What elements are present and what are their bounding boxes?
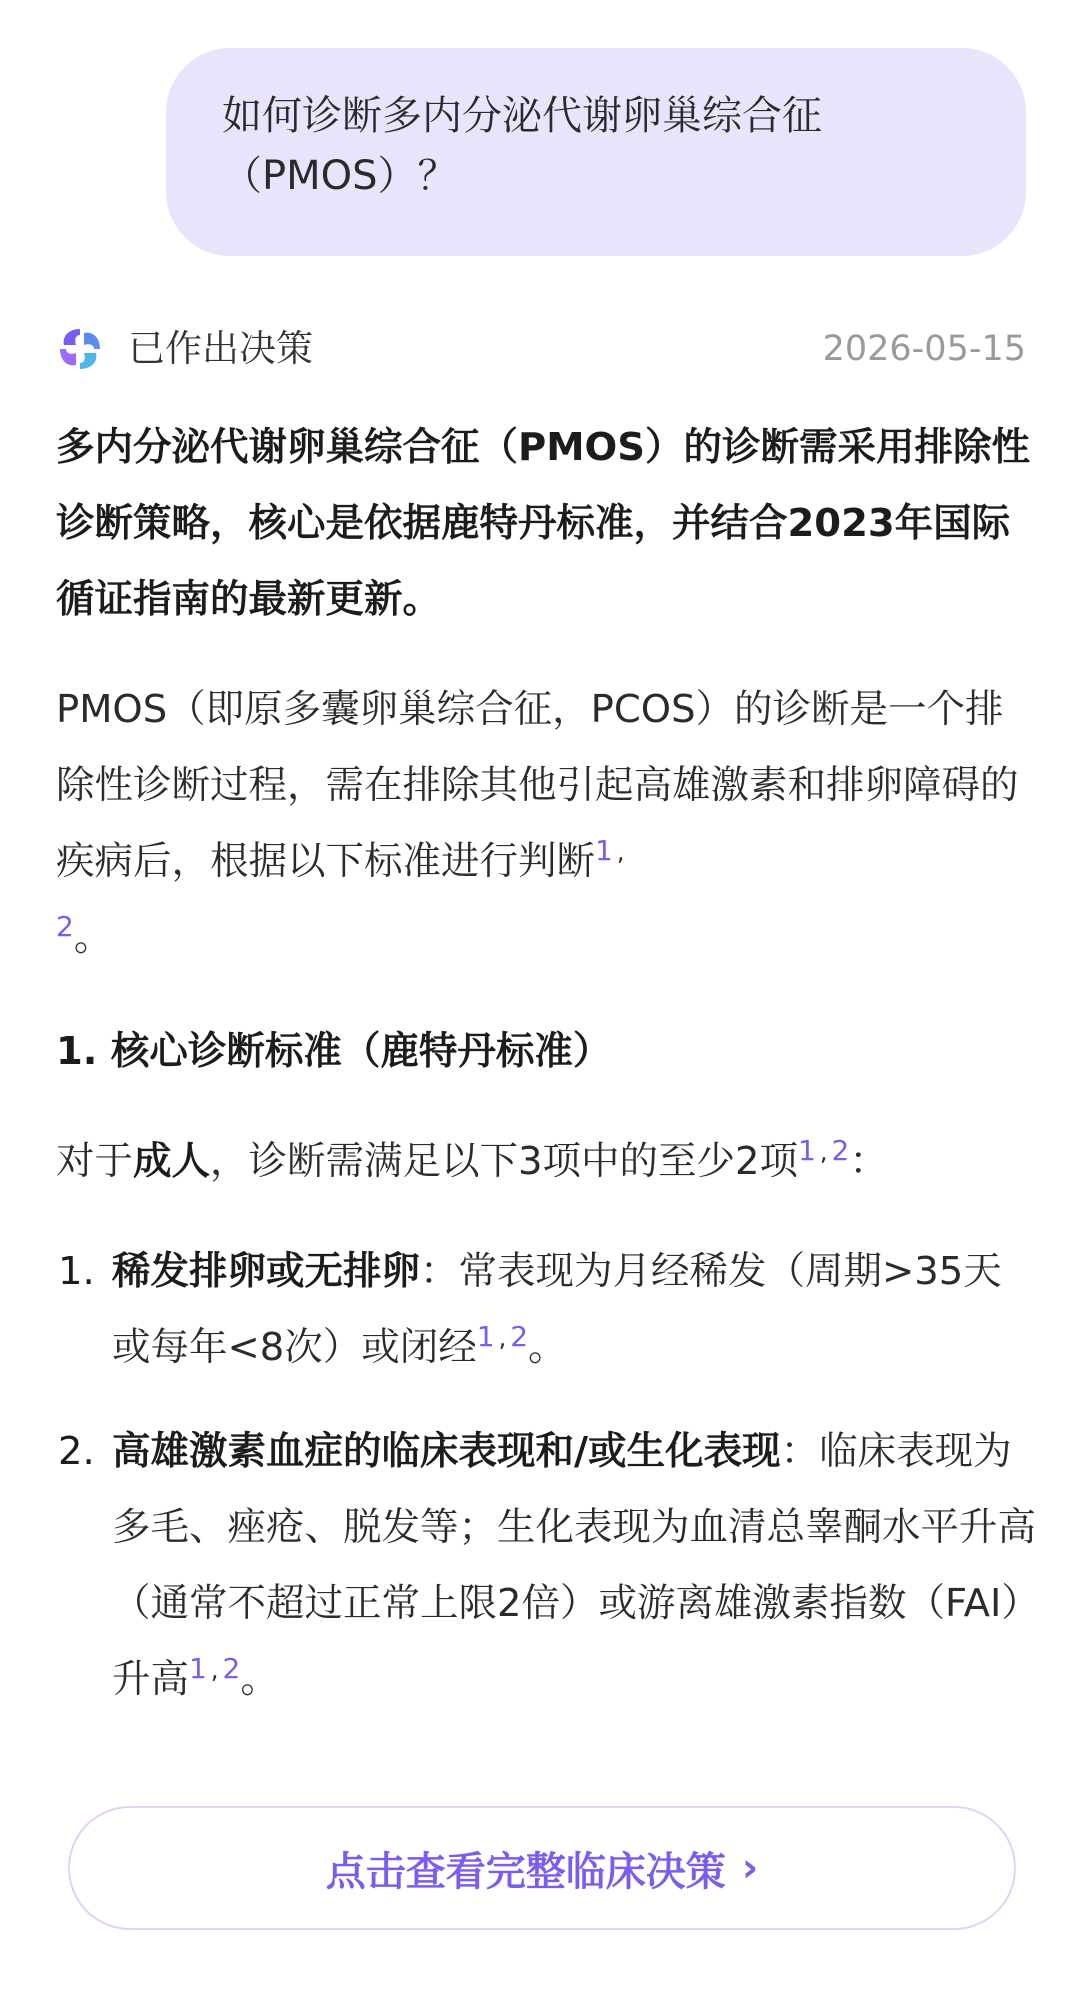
citation-link[interactable]: 2 (56, 910, 74, 944)
criteria-bold: 成人 (133, 1139, 211, 1184)
decision-status: 已作出决策 (128, 327, 313, 370)
citation-link[interactable]: 1 (476, 1320, 495, 1354)
citation-link[interactable]: 1 (189, 1652, 207, 1686)
chevron-right-icon: › (741, 1845, 759, 1891)
view-full-decision-button[interactable] (68, 1806, 1016, 1930)
user-message-line1: 如何诊断多内分泌代谢卵巢综合征 (222, 93, 822, 139)
list-item-body (112, 1414, 1036, 1718)
intro-text: PMOS（即原多囊卵巢综合征，PCOS）的诊断是一个排除性诊断过程，需在排除其他引起高雄激素和排卵障碍的疾病后，根据以下标准进行判断 (56, 687, 1019, 884)
criteria-intro (56, 1124, 1036, 1200)
answer-summary: 多内分泌代谢卵巢综合征（PMOS）的诊断需采用排除性诊断策略，核心是依据鹿特丹标准，并结合2023年国际循证指南的最新更新。 (56, 425, 1030, 622)
cta-label: 点击查看完整临床决策 (325, 1848, 726, 1895)
list-item-title: 高雄激素血症的临床表现和/或生化表现 (112, 1429, 781, 1474)
assistant-logo-icon (56, 325, 104, 373)
citation-separator: , (616, 838, 625, 867)
intro-paragraph (56, 672, 1036, 976)
citation-separator: , (819, 1138, 828, 1167)
citation-link[interactable]: 1 (798, 1134, 816, 1168)
citation-link[interactable]: 1 (595, 834, 613, 868)
list-item (56, 1234, 1036, 1386)
criteria-rest: ，诊断需满足以下3项中的至少2项 (210, 1139, 799, 1184)
citation-separator: , (498, 1324, 507, 1353)
list-item (56, 1414, 1036, 1718)
answer-header (56, 320, 1026, 378)
criteria-prefix: 对于 (56, 1139, 134, 1184)
section-title: 1. 核心诊断标准（鹿特丹标准） (56, 1029, 612, 1074)
list-item-end: 。 (240, 1657, 279, 1702)
list-item-text: ：常表现为月经稀发（周期>35天或每年<8次）或闭经 (112, 1249, 1002, 1370)
list-item-end: 。 (528, 1325, 567, 1370)
citation-separator: , (210, 1656, 219, 1685)
intro-end: 。 (73, 915, 113, 960)
list-item-number: 1. (58, 1249, 95, 1294)
citation-link[interactable]: 2 (510, 1320, 529, 1354)
user-message-line2: （PMOS）？ (222, 153, 458, 199)
list-item-title: 稀发排卵或无排卵 (112, 1249, 421, 1294)
list-item-body (112, 1234, 1036, 1386)
answer-date: 2026-05-15 (822, 329, 1026, 369)
user-message-bubble (166, 48, 1026, 256)
citation-link[interactable]: 2 (831, 1134, 850, 1168)
criteria-end: ： (849, 1139, 888, 1184)
citation-link[interactable]: 2 (222, 1652, 241, 1686)
list-item-number: 2. (58, 1429, 95, 1474)
list-item-text: ：临床表现为多毛、痤疮、脱发等；生化表现为血清总睾酮水平升高（通常不超过正常上限2倍）或游离雄激素指数（FAI）升高 (112, 1429, 1037, 1702)
